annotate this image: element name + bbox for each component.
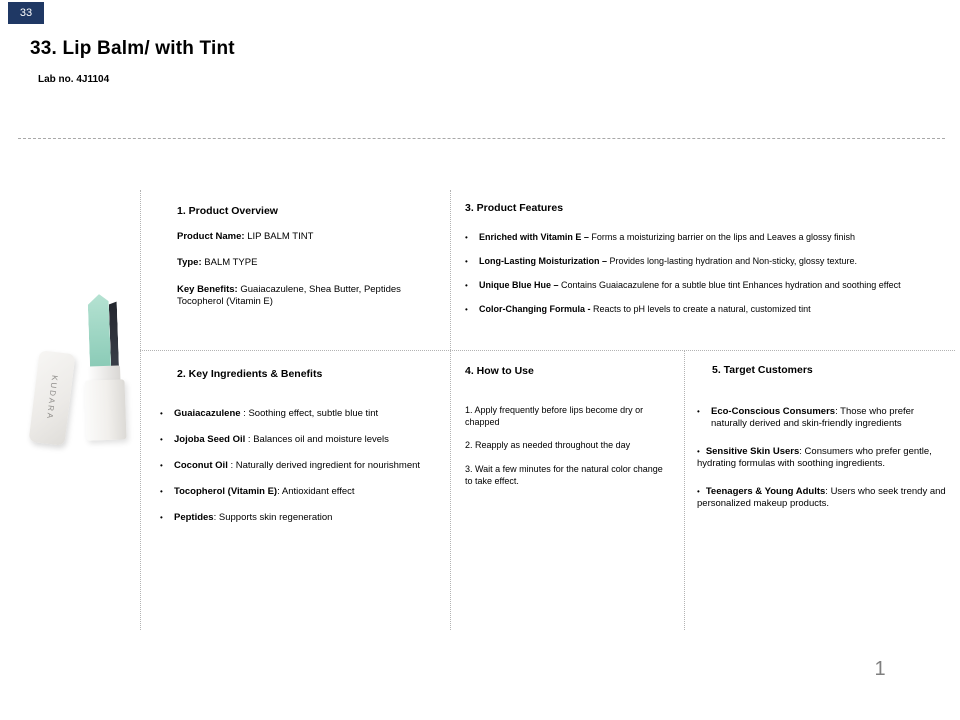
target-name: Sensitive Skin Users <box>705 445 800 457</box>
ingredient-name: Tocopherol (Vitamin E) <box>174 486 278 497</box>
bullet-icon: • <box>160 409 163 418</box>
feature-desc: Provides long-lasting hydration and Non-sticky, glossy texture. <box>607 256 857 266</box>
slide-number-text: 33 <box>19 7 33 19</box>
feature-item <box>465 280 950 292</box>
tube-base <box>84 379 126 440</box>
page-number: 1 <box>874 658 886 680</box>
overview-field <box>177 231 447 243</box>
usage-step: 1. Apply frequently before lips become dry or chapped <box>465 405 644 427</box>
target-desc: : Users who seek trendy and personalized makeup products. <box>697 485 946 509</box>
section-title: 3. Product Features <box>465 202 564 214</box>
field-value: LIP BALM TINT <box>244 231 314 242</box>
target-desc: : Those who prefer naturally derived and skin-friendly ingredients <box>711 406 915 429</box>
section-title: 4. How to Use <box>465 365 534 377</box>
brand-text: KUDARA <box>44 374 60 422</box>
feature-desc: Reacts to pH levels to create a natural, customized tint <box>590 304 811 314</box>
bullet-icon: • <box>160 435 163 444</box>
section-product-overview <box>177 205 447 308</box>
overview-field <box>177 257 447 269</box>
balm-stick <box>87 294 111 369</box>
lab-number: Lab no. 4J1104 <box>38 74 110 85</box>
field-label: Product Name: <box>177 231 245 242</box>
section-target-customers <box>697 364 947 510</box>
target-item <box>697 486 947 510</box>
lip-balm-cap <box>29 350 76 446</box>
field-label: Key Benefits: <box>177 283 238 295</box>
ingredient-item <box>160 486 450 498</box>
section-title: 5. Target Customers <box>712 364 813 376</box>
feature-item <box>465 232 950 244</box>
ingredient-name: Guaiacazulene <box>174 408 241 419</box>
ingredient-name: Coconut Oil <box>174 460 228 471</box>
table-divider-vertical-1 <box>450 190 451 630</box>
field-value: BALM TYPE <box>201 257 258 269</box>
ingredient-item <box>160 408 450 420</box>
ingredient-desc: : Supports skin regeneration <box>213 512 333 523</box>
page-title: 33. Lip Balm/ with Tint <box>30 38 235 59</box>
ingredient-desc: : Balances oil and moisture levels <box>245 434 389 445</box>
bullet-icon: • <box>160 461 163 470</box>
section-how-to-use <box>465 365 670 487</box>
usage-step: 2. Reapply as needed throughout the day <box>465 440 631 451</box>
target-item <box>697 446 947 470</box>
table-divider-vertical-2 <box>684 351 685 630</box>
target-desc: : Consumers who prefer gentle, hydrating formulas with soothing ingredients. <box>697 445 932 469</box>
section-key-ingredients <box>160 368 450 524</box>
target-item <box>697 406 947 430</box>
table-border-left <box>140 190 141 630</box>
feature-name: Long-Lasting Moisturization – <box>479 256 607 266</box>
section-title: 1. Product Overview <box>177 205 278 217</box>
title-divider <box>18 138 945 139</box>
bullet-icon: • <box>697 486 700 496</box>
section-product-features <box>465 202 950 316</box>
ingredient-desc: : Naturally derived ingredient for nourishment <box>227 460 421 471</box>
ingredient-item <box>160 434 450 446</box>
feature-desc: Contains Guaiacazulene for a subtle blue tint Enhances hydration and soothing effect <box>558 280 901 290</box>
usage-step: 3. Wait a few minutes for the natural color change to take effect. <box>465 464 663 486</box>
bullet-icon: • <box>465 281 468 290</box>
ingredient-item <box>160 512 450 524</box>
table-divider-horizontal <box>140 350 955 351</box>
bullet-icon: • <box>465 305 468 314</box>
bullet-icon: • <box>465 233 468 242</box>
bullet-icon: • <box>465 257 468 266</box>
slide-number-badge <box>8 2 44 24</box>
feature-desc: Forms a moisturizing barrier on the lips and Leaves a glossy finish <box>588 232 855 242</box>
feature-name: Enriched with Vitamin E – <box>479 232 589 242</box>
bullet-icon: • <box>160 487 163 496</box>
ingredient-desc: : Antioxidant effect <box>277 486 355 497</box>
feature-name: Color-Changing Formula - <box>479 304 591 314</box>
bullet-icon: • <box>160 513 163 522</box>
ingredient-name: Peptides <box>174 512 214 523</box>
feature-name: Unique Blue Hue – <box>479 280 559 290</box>
section-title: 2. Key Ingredients & Benefits <box>177 368 323 380</box>
target-name: Teenagers & Young Adults <box>705 485 826 497</box>
bullet-icon: • <box>697 407 700 416</box>
field-value: Guaiacazulene, Shea Butter, Peptides Tocopherol (Vitamin E) <box>177 283 401 308</box>
ingredient-desc: : Soothing effect, subtle blue tint <box>240 408 379 419</box>
ingredient-item <box>160 460 450 472</box>
ingredient-name: Jojoba Seed Oil <box>174 434 246 445</box>
feature-item <box>465 256 950 268</box>
bullet-icon: • <box>697 446 700 456</box>
feature-item <box>465 304 950 316</box>
product-image <box>26 288 138 444</box>
overview-field <box>177 284 447 309</box>
target-name: Eco-Conscious Consumers <box>711 406 836 417</box>
field-label: Type: <box>177 257 202 269</box>
lip-balm-tube <box>81 293 128 440</box>
